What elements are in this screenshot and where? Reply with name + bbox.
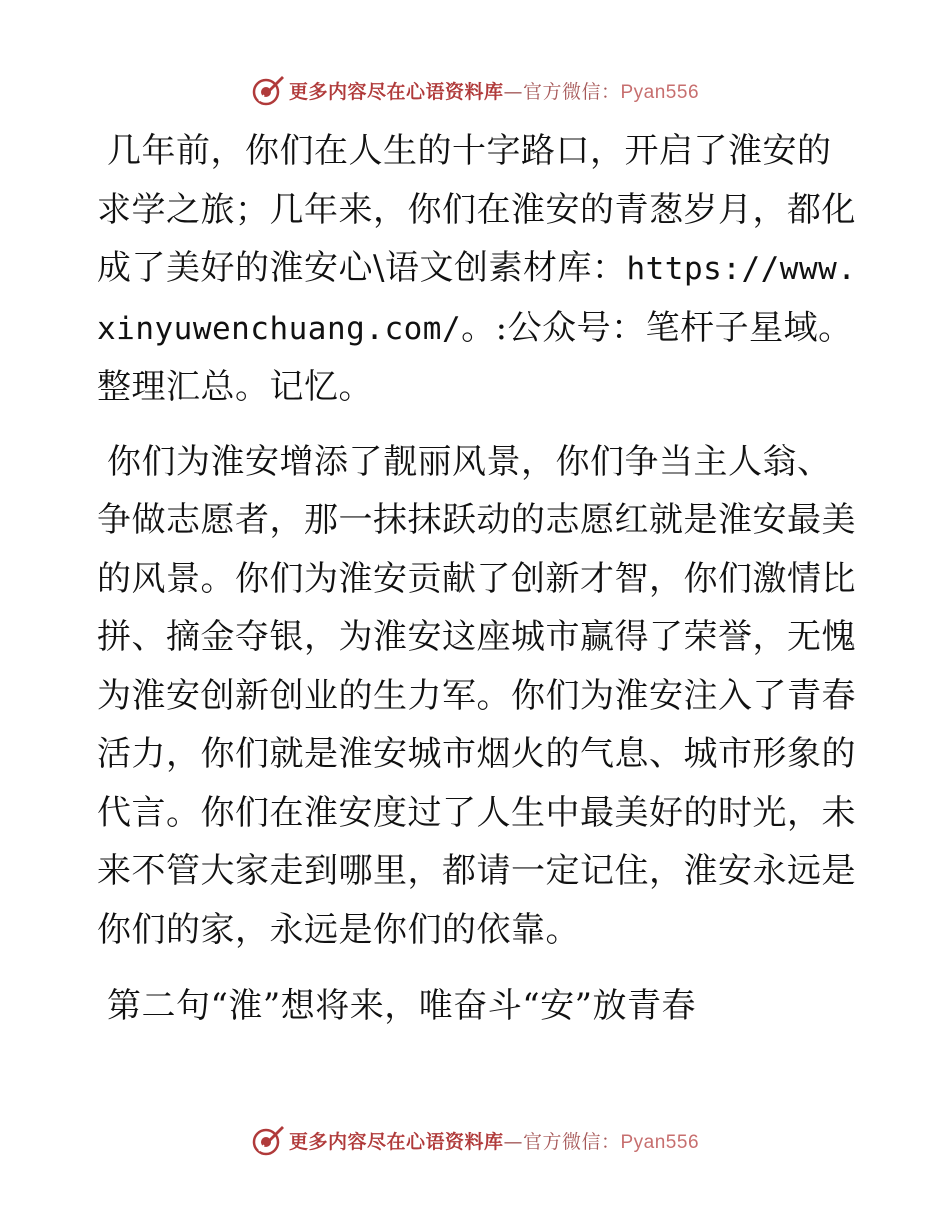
pen-logo-icon — [251, 73, 285, 107]
header-banner-wechat-id: Pyan556 — [620, 81, 700, 103]
document-body — [97, 122, 857, 1036]
header-banner-text — [289, 77, 699, 104]
footer-banner-text — [289, 1127, 699, 1154]
footer-banner-separator: — — [503, 1130, 523, 1153]
paragraph-1 — [97, 122, 857, 417]
footer-banner-wechat-label: 官方微信： — [522, 1130, 621, 1153]
paragraph-1-tail: 。:公众号：笔杆子星域。整理汇总。记忆。 — [97, 307, 853, 407]
paragraph-1-url: https://www.xinyuwenchuang.com/ — [97, 251, 857, 347]
header-banner-main: 更多内容尽在心语资料库 — [288, 80, 504, 103]
footer-banner-main: 更多内容尽在心语资料库 — [288, 1130, 504, 1153]
paragraph-3: 第二句“淮”想将来，唯奋斗“安”放青春 — [107, 986, 697, 1026]
header-banner-wechat-label: 官方微信： — [522, 80, 621, 103]
pen-logo-icon — [251, 1123, 285, 1157]
header-banner — [0, 70, 950, 110]
paragraph-1-text: 几年前，你们在人生的十字路口，开启了淮安的求学之旅；几年来，你们在淮安的青葱岁月，都化成了美好的淮安心\语文创素材库： — [97, 131, 856, 288]
footer-banner — [0, 1120, 950, 1160]
header-banner-separator: — — [503, 80, 523, 103]
footer-banner-wechat-id: Pyan556 — [620, 1131, 700, 1153]
paragraph-2: 你们为淮安增添了靓丽风景，你们争当主人翁、争做志愿者，那一抹抹跃动的志愿红就是淮安最美的风景。你们为淮安贡献了创新才智，你们激情比拼、摘金夺银，为淮安这座城市赢得了荣誉，无愧为淮安创新创业的生力军。你们为淮安注入了青春活力，你们就是淮安城市烟火的气息、城市形象的代言。你们在淮安度过了人生中最美好的时光，未来不管大家走到哪里，都请一定记住，淮安永远是你们的家，永远是你们的依靠。 — [97, 441, 856, 950]
